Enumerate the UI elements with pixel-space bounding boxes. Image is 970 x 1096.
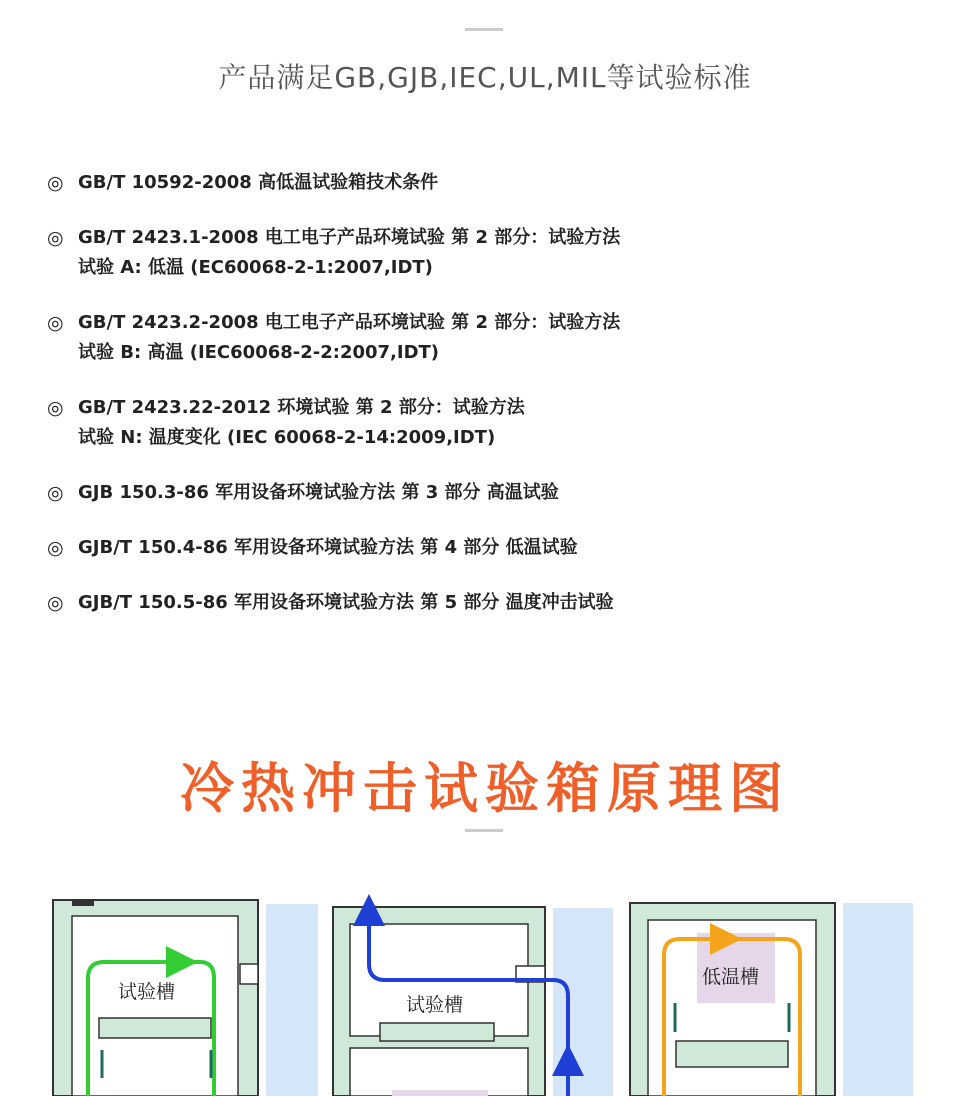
standard-subtitle: 试验 B: 高温 (IEC60068-2-2:2007,IDT)	[78, 342, 440, 363]
list-item	[47, 478, 559, 508]
standard-title: GB/T 2423.22-2012 环境试验 第 2 部分：试验方法	[78, 397, 525, 418]
list-item	[47, 223, 620, 283]
panel-1	[53, 900, 318, 1096]
bullet-icon: ◎	[47, 592, 64, 614]
label-box	[392, 1090, 488, 1096]
section-divider	[465, 829, 503, 832]
list-item	[47, 393, 525, 453]
top-divider	[465, 28, 503, 31]
bullet-icon: ◎	[47, 397, 64, 419]
panel-label: 试验槽	[118, 981, 176, 1003]
sample-shelf	[676, 1041, 788, 1067]
chamber-lower	[350, 1048, 528, 1096]
side-panel	[266, 904, 318, 1096]
standard-title: GB/T 2423.1-2008 电工电子产品环境试验 第 2 部分：试验方法	[78, 227, 621, 248]
standard-title: GB/T 2423.2-2008 电工电子产品环境试验 第 2 部分：试验方法	[78, 312, 621, 333]
list-item	[47, 533, 578, 563]
bullet-icon: ◎	[47, 172, 64, 194]
side-panel	[553, 908, 613, 1096]
panel-label: 试验槽	[406, 994, 464, 1016]
standard-title: GJB 150.3-86 军用设备环境试验方法 第 3 部分 高温试验	[78, 482, 559, 503]
standard-title: GB/T 10592-2008 高低温试验箱技术条件	[78, 172, 439, 193]
bullet-icon: ◎	[47, 227, 64, 249]
panel-2	[333, 906, 613, 1096]
standard-title: GJB/T 150.5-86 军用设备环境试验方法 第 5 部分 温度冲击试验	[78, 592, 614, 613]
standard-title: GJB/T 150.4-86 军用设备环境试验方法 第 4 部分 低温试验	[78, 537, 578, 558]
list-item	[47, 308, 620, 368]
panel-label: 低温槽	[702, 966, 760, 988]
principle-diagram	[0, 860, 970, 1096]
vent	[240, 964, 258, 984]
standard-subtitle: 试验 A: 低温 (EC60068-2-1:2007,IDT)	[78, 257, 433, 278]
panel-3	[630, 903, 913, 1096]
list-item	[47, 168, 438, 198]
bullet-icon: ◎	[47, 312, 64, 334]
sample-shelf	[380, 1023, 494, 1041]
standards-heading: 产品满足GB,GJB,IEC,UL,MIL等试验标准	[218, 61, 752, 94]
bullet-icon: ◎	[47, 482, 64, 504]
diagram-title: 冷热冲击试验箱原理图	[180, 757, 790, 820]
list-item	[47, 588, 614, 618]
bullet-icon: ◎	[47, 537, 64, 559]
sample-shelf	[99, 1018, 211, 1038]
side-panel	[843, 903, 913, 1096]
standard-subtitle: 试验 N: 温度变化 (IEC 60068-2-14:2009,IDT)	[78, 427, 496, 448]
chamber-notch	[72, 900, 94, 906]
